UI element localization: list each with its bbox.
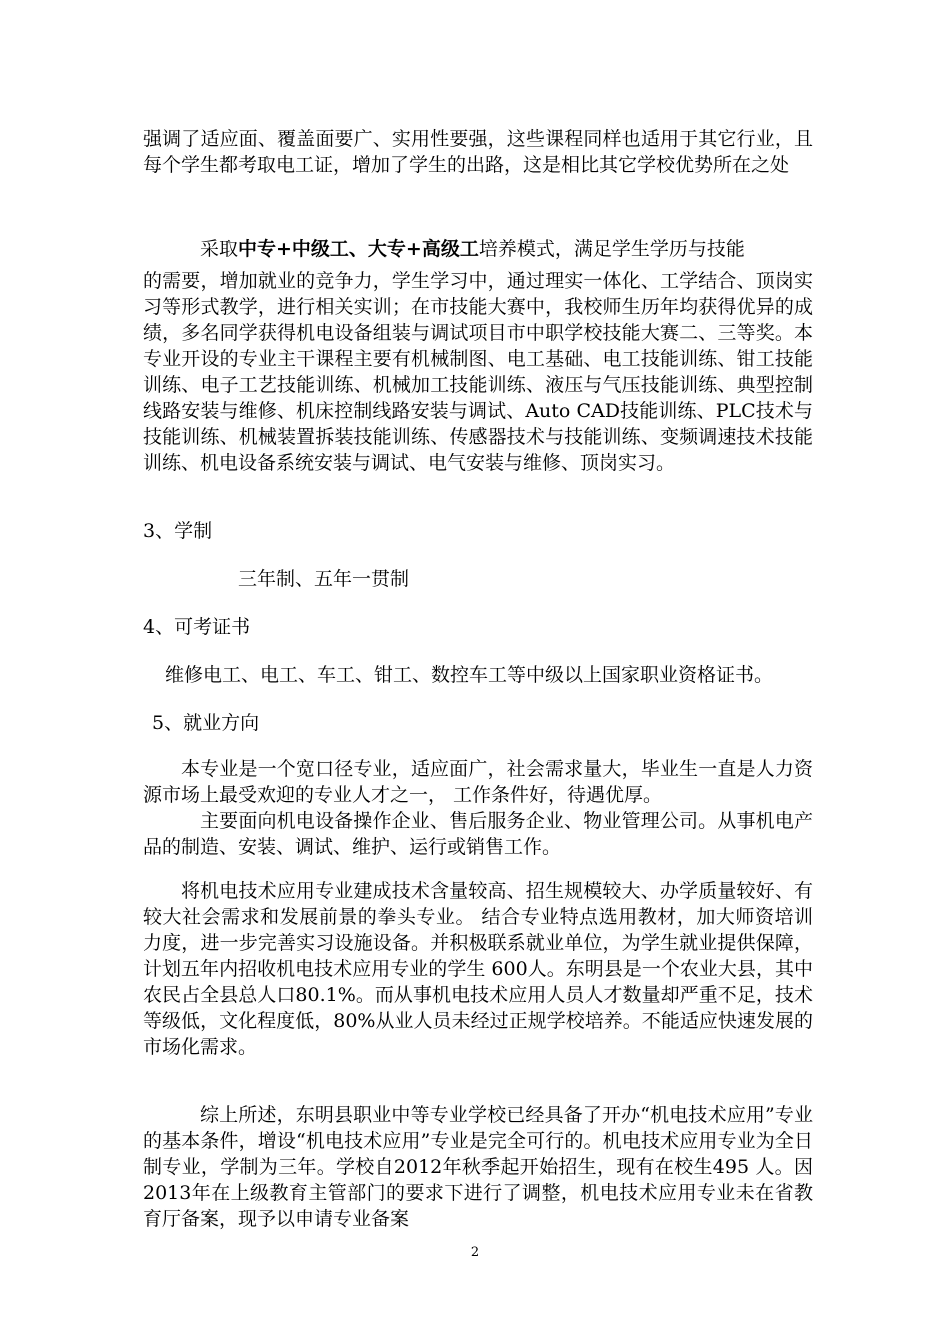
training-model-prefix: 采取 [200, 238, 239, 260]
heading-certificates: 4、可考证书 [143, 616, 251, 638]
paragraph-training-model-intro [143, 236, 813, 262]
paragraph-duration: 三年制、五年一贯制 [238, 568, 410, 590]
heading-employment: 5、就业方向 [152, 712, 260, 734]
paragraph-employment-demand: 本专业是一个宽口径专业，适应面广，社会需求量大，毕业生一直是人力资源市场上最受欢迎的专业人才之一， 工作条件好，待遇优厚。 [143, 758, 813, 806]
paragraph-curriculum-advantage: 强调了适应面、覆盖面要广、实用性要强，这些课程同样也适用于其它行业，且每个学生都考取电工证，增加了学生的出路，这是相比其它学校优势所在之处 [143, 128, 813, 176]
training-model-suffix: 培养模式，满足学生学历与技能 [478, 238, 745, 260]
paragraph-development-plan: 将机电技术应用专业建成技术含量较高、招生规模较大、办学质量较好、有较大社会需求和发展前景的拳头专业。 结合专业特点选用教材，加大师资培训力度，进一步完善实习设施设备。并积极联系就业单位，为学生就业提供保障，计划五年内招收机电技术应用专业的学生 600人。东明县是一个农业大县，其中农民占全县总人口80.1%。而从事机电技术应用人员人才数量却严重不足，技术等级低，文化程度低，80%从业人员未经过正规学校培养。不能适应快速发展的市场化需求。 [143, 880, 813, 1058]
page-number: 2 [470, 1245, 480, 1260]
paragraph-certificates: 维修电工、电工、车工、钳工、数控车工等中级以上国家职业资格证书。 [165, 664, 774, 686]
paragraph-courses: 的需要，增加就业的竞争力，学生学习中，通过理实一体化、工学结合、顶岗实习等形式教学，进行相关实训；在市技能大赛中，我校师生历年均获得优异的成绩，多名同学获得机电设备组装与调试项目市中职学校技能大赛二、三等奖。本专业开设的专业主干课程主要有机械制图、电工基础、电工技能训练、钳工技能训练、电子工艺技能训练、机械加工技能训练、液压与气压技能训练、典型控制线路安装与维修、机床控制线路安装与调试、Auto CAD技能训练、PLC技术与技能训练、机械装置拆装技能训练、传感器技术与技能训练、变频调速技术技能训练、机电设备系统安装与调试、电气安装与维修、顶岗实习。 [143, 270, 813, 474]
paragraph-conclusion: 综上所述，东明县职业中等专业学校已经具备了开办“机电技术应用”专业的基本条件，增设“机电技术应用”专业是完全可行的。机电技术应用专业为全日制专业，学制为三年。学校自2012年秋季起开始招生，现有在校生495 人。因2013年在上级教育主管部门的要求下进行了调整，机电技术应用专业未在省教育厅备案，现予以申请专业备案 [143, 1104, 813, 1230]
training-model-bold: 中专+中级工、大专+高级工 [238, 238, 479, 260]
paragraph-employment-targets: 主要面向机电设备操作企业、售后服务企业、物业管理公司。从事机电产品的制造、安装、调试、维护、运行或销售工作。 [143, 810, 813, 858]
heading-duration: 3、学制 [143, 520, 213, 542]
